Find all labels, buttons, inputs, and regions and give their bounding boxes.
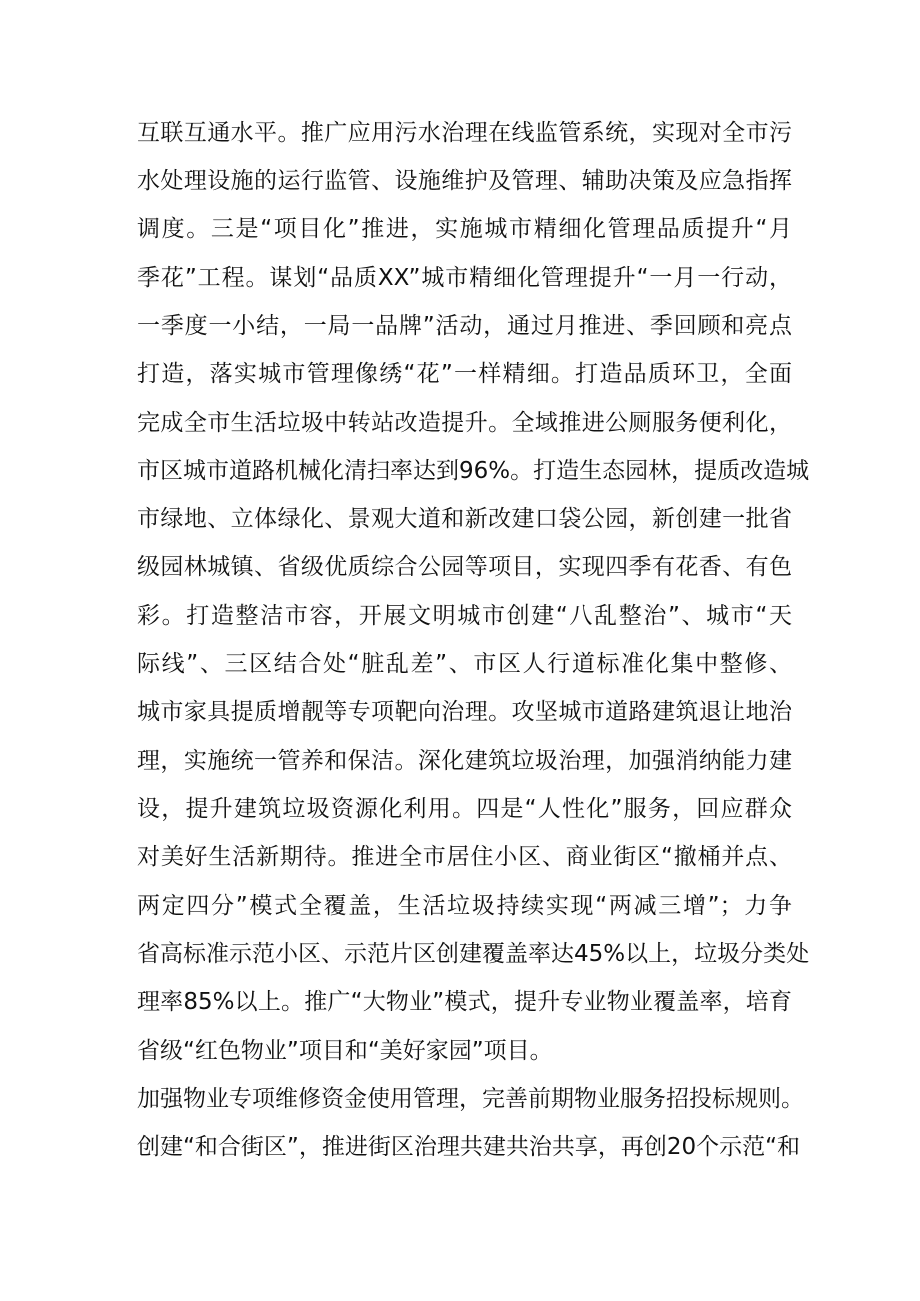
text-line: 理，实施统一管养和保洁。深化建筑垃圾治理，加强消纳能力建: [137, 748, 792, 774]
text-line: 彩。打造整洁市容，开展文明城市创建“八乱整治”、城市“天: [137, 603, 792, 629]
text-line: 市区城市道路机械化清扫率达到96%。打造生态园林，提质改造城: [137, 458, 810, 484]
text-line: 设，提升建筑垃圾资源化利用。四是“人性化”服务，回应群众: [137, 796, 792, 822]
text-line: 城市家具提质增靓等专项靶向治理。攻坚城市道路建筑退让地治: [137, 699, 792, 725]
text-line: 级园林城镇、省级优质综合公园等项目，实现四季有花香、有色: [137, 554, 792, 580]
text-line: 对美好生活新期待。推进全市居住小区、商业街区“撤桶并点、: [137, 844, 792, 870]
text-line: 际线”、三区结合处“脏乱差”、市区人行道标准化集中整修、: [137, 651, 792, 677]
text-line: 创建“和合街区”，推进街区治理共建共治共享，再创20个示范“和: [137, 1134, 801, 1160]
text-line: 季花”工程。谋划“品质XX”城市精细化管理提升“一月一行动，: [137, 265, 792, 291]
text-line: 互联互通水平。推广应用污水治理在线监管系统，实现对全市污: [137, 120, 792, 146]
text-line: 省高标准示范小区、示范片区创建覆盖率达45%以上，垃圾分类处: [137, 941, 810, 967]
text-line: 打造，落实城市管理像绣“花”一样精细。打造品质环卫，全面: [137, 361, 792, 387]
text-line: 一季度一小结，一局一品牌”活动，通过月推进、季回顾和亮点: [137, 313, 792, 339]
text-line: 加强物业专项维修资金使用管理，完善前期物业服务招投标规则。: [137, 1086, 804, 1112]
text-line: 完成全市生活垃圾中转站改造提升。全域推进公厕服务便利化，: [137, 410, 792, 436]
text-line: 两定四分”模式全覆盖，生活垃圾持续实现“两减三增”；力争: [137, 893, 792, 919]
text-line: 理率85%以上。推广“大物业”模式，提升专业物业覆盖率，培育: [137, 989, 792, 1015]
text-line: 水处理设施的运行监管、设施维护及管理、辅助决策及应急指挥: [137, 168, 792, 194]
text-line: 调度。三是“项目化”推进，实施城市精细化管理品质提升“月: [137, 216, 792, 242]
text-line: 市绿地、立体绿化、景观大道和新改建口袋公园，新创建一批省: [137, 506, 792, 532]
text-line: 省级“红色物业”项目和“美好家园”项目。: [137, 1038, 553, 1064]
